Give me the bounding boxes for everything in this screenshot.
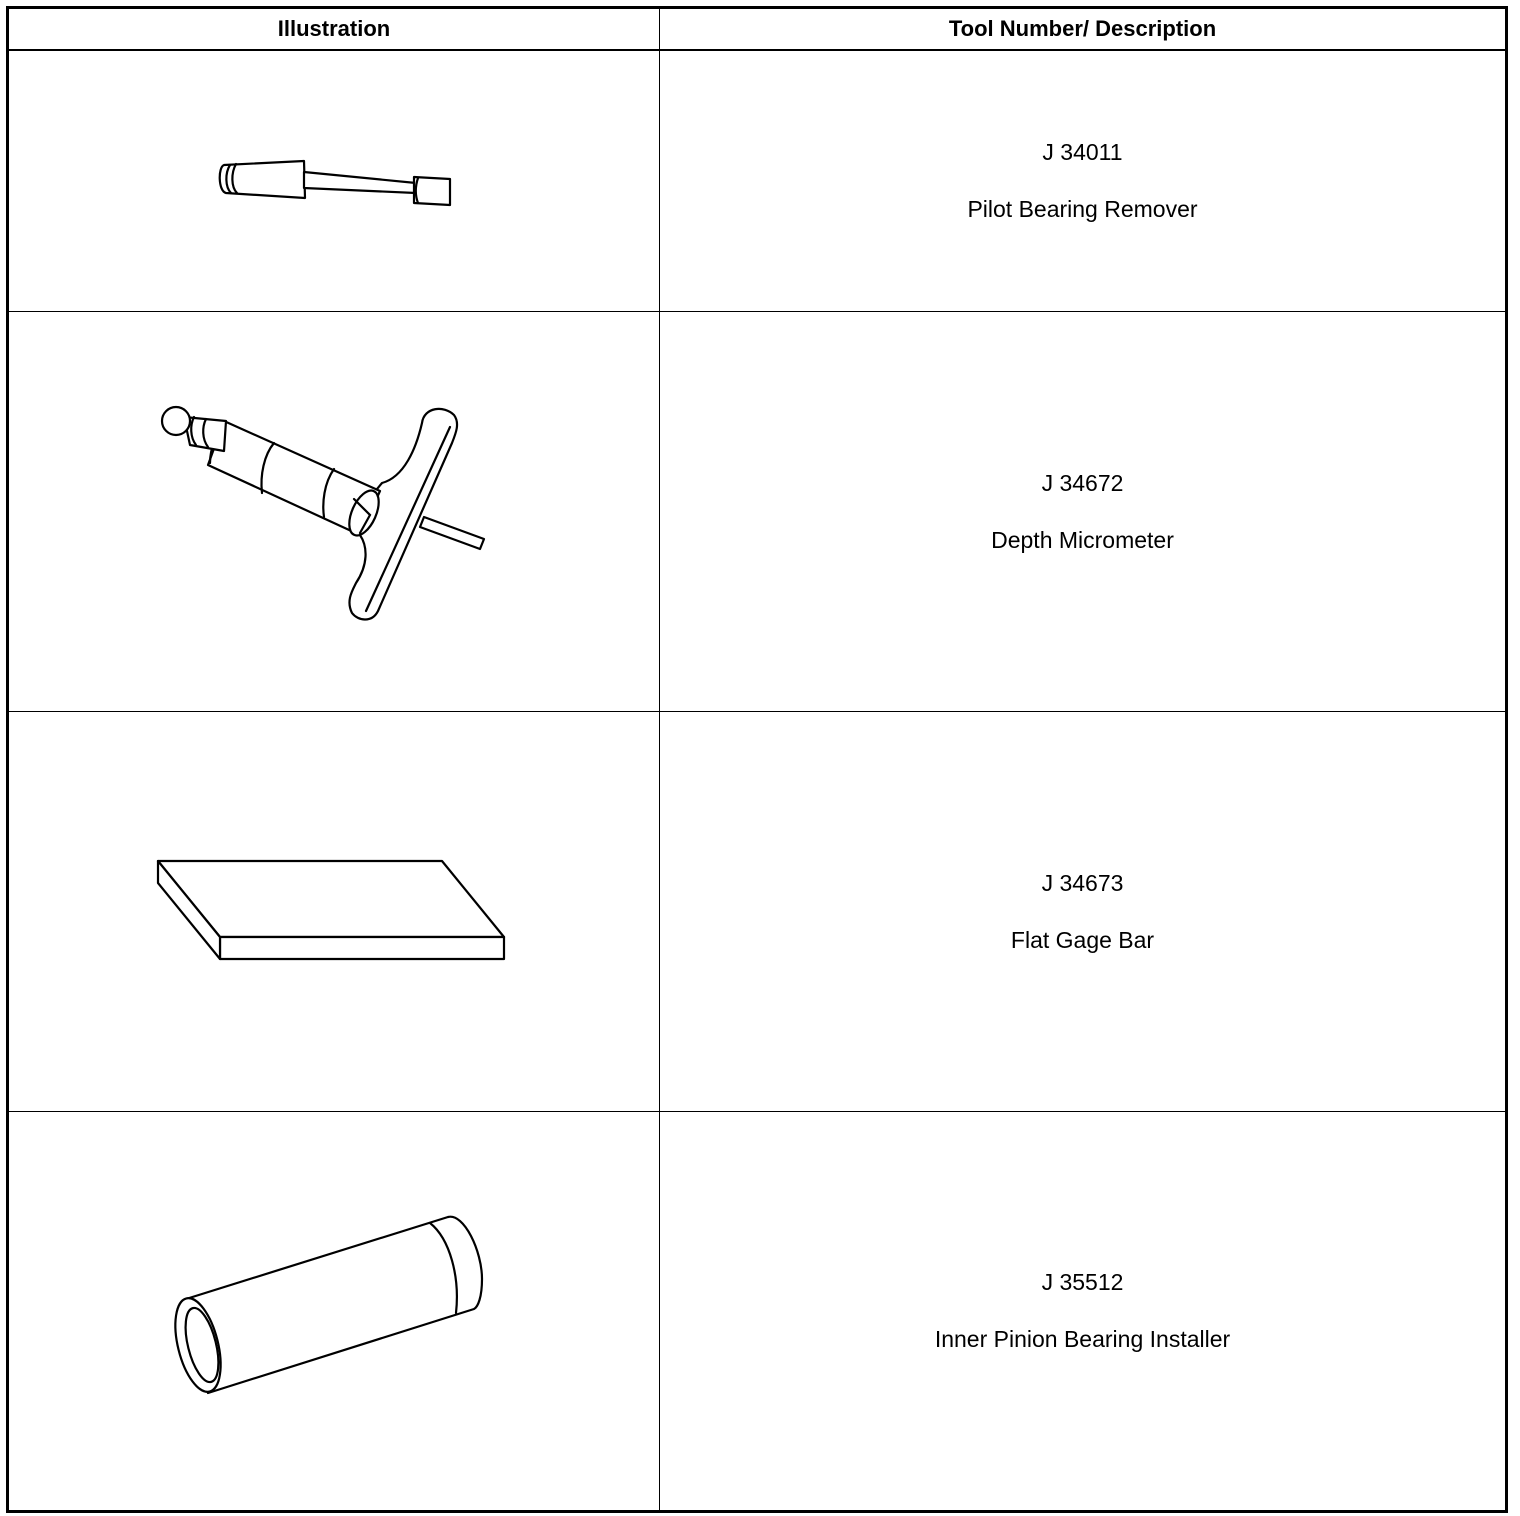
tool-description: Pilot Bearing Remover [967,195,1198,222]
tool-description: Inner Pinion Bearing Installer [934,1326,1231,1352]
table-row [8,712,1507,1112]
tool-description-cell [660,312,1507,712]
table-row [8,1112,1507,1512]
tool-description-cell [660,712,1507,1112]
tool-description-cell [660,1112,1507,1512]
tool-description: Flat Gage Bar [1010,926,1155,953]
depth-micrometer-icon [154,387,514,637]
tool-number: J 34672 [1041,469,1124,496]
tool-number: J 34673 [1041,869,1124,896]
header-tool-description: Tool Number/ Description [660,8,1507,50]
table-row [8,312,1507,712]
pilot-bearing-remover-icon [204,141,464,221]
illustration-cell [8,712,660,1112]
special-tools-table [6,6,1508,1513]
illustration-cell [8,312,660,712]
table-header-row [8,8,1507,50]
table-row [8,50,1507,312]
tool-description: Depth Micrometer [991,526,1174,553]
tool-description-cell [660,50,1507,312]
flat-gage-bar-icon [154,857,514,967]
tool-number: J 34011 [1042,138,1123,165]
header-illustration: Illustration [8,8,660,50]
tool-number: J 35512 [1041,1269,1124,1295]
bearing-installer-icon [164,1211,504,1411]
illustration-cell [8,50,660,312]
illustration-cell [8,1112,660,1512]
